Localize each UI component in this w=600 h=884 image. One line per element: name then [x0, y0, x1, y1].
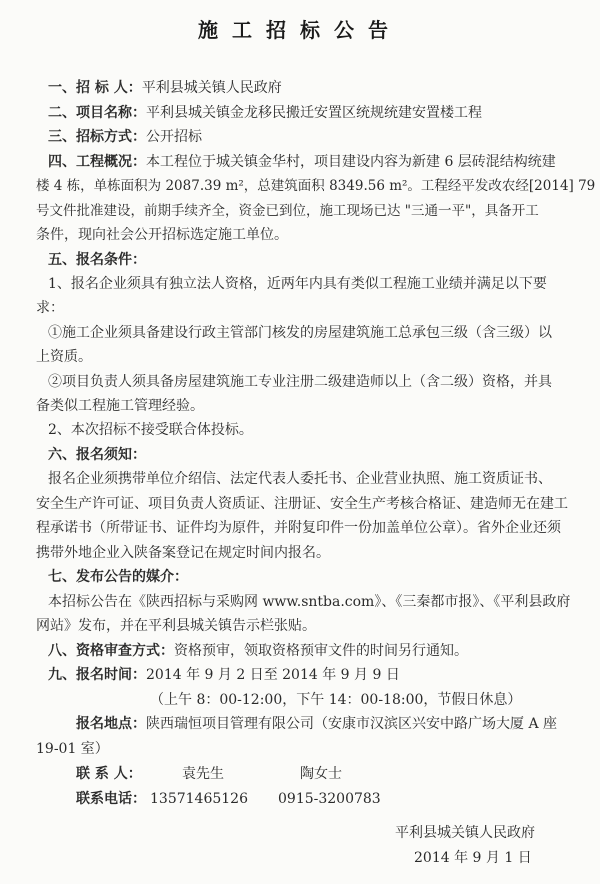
notes-line: 携带外地企业入陕备案登记在规定时间内报名。	[36, 545, 330, 561]
section-label: 八、资格审查方式：	[48, 643, 174, 659]
section-registration-time	[48, 665, 568, 685]
section-value: 2014 年 9 月 2 日至 2014 年 9 月 9 日	[146, 667, 400, 683]
contact-person-1: 袁先生	[182, 766, 224, 782]
overview-line: 条件，现向社会公开招标选定施工单位。	[36, 227, 288, 243]
requirement-line: 1、报名企业须具有独立法人资格，近两年内具有类似工程施工业绩并满足以下要	[48, 276, 547, 292]
section-label: 七、发布公告的媒介：	[48, 569, 188, 585]
media-line: 本招标公告在《陕西招标与采购网 www.sntba.com》、《三秦都市报》、《平利县政府	[48, 594, 571, 610]
notes-line: 报名企业须携带单位介绍信、法定代表人委托书、企业营业执照、施工资质证书、	[48, 471, 552, 487]
section-media	[48, 567, 568, 587]
section-label: 一、招 标 人：	[48, 80, 142, 96]
phone-label: 联系电话：	[76, 791, 146, 807]
media-line: 网站》发布，并在平利县城关镇告示栏张贴。	[36, 618, 316, 634]
location-value: 陕西瑞恒项目管理有限公司（安康市汉滨区兴安中路广场大厦 A 座	[146, 716, 558, 732]
section-label: 六、报名须知：	[48, 447, 146, 463]
requirement-line: ①施工企业须具备建设行政主管部门核发的房屋建筑施工总承包三级（含三级）以	[48, 325, 552, 341]
location-label: 报名地点：	[76, 716, 146, 732]
issuer-name: 平利县城关镇人民政府	[395, 825, 535, 841]
requirement-line: ②项目负责人须具备房屋建筑施工专业注册二级建造师以上（含二级）资格，并具	[48, 374, 552, 390]
section-registration-notes	[48, 445, 568, 465]
phone-1: 13571465126	[150, 791, 248, 807]
requirement-line: 求：	[36, 300, 64, 316]
page-title: 施工招标公告	[198, 18, 402, 42]
requirement-line: 2、本次招标不接受联合体投标。	[48, 422, 253, 438]
location-line: 19-01 室）	[36, 741, 109, 757]
phone-2: 0915-3200783	[278, 791, 381, 807]
section-label: 五、报名条件：	[48, 252, 146, 268]
section-value: 平利县城关镇人民政府	[141, 80, 282, 96]
section-value: 公开招标	[146, 129, 202, 145]
section-tenderer	[48, 78, 568, 98]
section-requirements	[48, 250, 568, 270]
overview-line: 号文件批准建设，前期手续齐全，资金已到位，施工现场已达 "三通一平"，具备开工	[36, 203, 539, 219]
contact-label: 联 系 人：	[76, 766, 142, 782]
section-label: 二、项目名称：	[48, 105, 146, 121]
notes-line: 安全生产许可证、项目负责人资质证、注册证、安全生产考核合格证、建造师无在建工	[36, 496, 568, 512]
section-label: 三、招标方式：	[48, 129, 146, 145]
section-text: 本工程位于城关镇金华村，项目建设内容为新建 6 层砖混结构统建	[146, 154, 556, 170]
notes-line: 程承诺书（所带证书、证件均为原件，并附复印件一份加盖单位公章）。省外企业还须	[36, 520, 561, 536]
section-label: 四、工程概况：	[48, 154, 146, 170]
section-project-name	[48, 103, 568, 123]
section-value: 资格预审，领取资格预审文件的时间另行通知。	[174, 643, 468, 659]
section-tender-method	[48, 127, 568, 147]
registration-location	[76, 714, 557, 734]
section-value: 平利县城关镇金龙移民搬迁安置区统规统建安置楼工程	[146, 105, 482, 121]
requirement-line: 上资质。	[36, 349, 92, 365]
overview-line: 楼 4 栋，单栋面积为 2087.39 m²，总建筑面积 8349.56 m²。工程经平发改农经[2014] 79	[36, 178, 596, 194]
registration-hours: （上午 8：00-12:00，下午 14：00-18:00，节假日休息）	[150, 692, 522, 708]
section-qualification-review	[48, 641, 568, 661]
issue-date: 2014 年 9 月 1 日	[414, 850, 532, 866]
section-label: 九、报名时间：	[48, 667, 146, 683]
requirement-line: 备类似工程施工管理经验。	[36, 398, 204, 414]
contact-person-2: 陶女士	[300, 766, 342, 782]
section-overview	[48, 152, 568, 172]
